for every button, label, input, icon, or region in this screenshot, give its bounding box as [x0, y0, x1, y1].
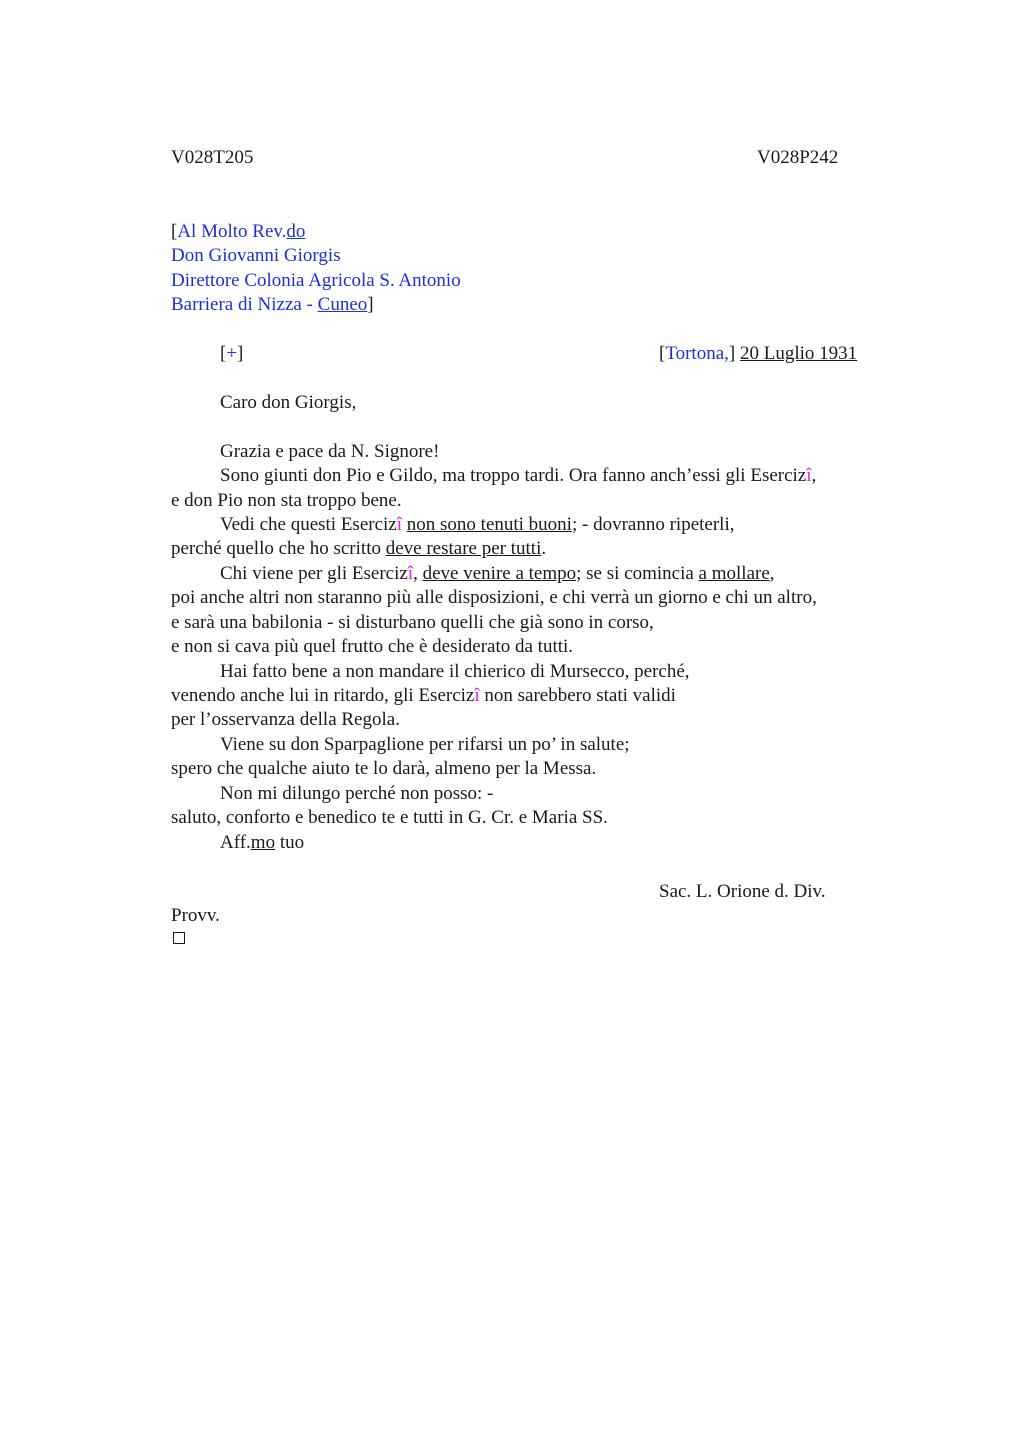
body-line-3: e don Pio non sta troppo bene.: [171, 490, 402, 511]
body-line-7: poi anche altri non staranno più alle disposizioni, e chi verrà un giorno e chi un altro,: [171, 587, 817, 608]
closing-tuo: tuo: [275, 832, 305, 853]
circumflex-accent: î: [806, 465, 812, 486]
body-line-5-start: perché quello che ho scritto: [171, 538, 386, 559]
body-line-12: per l’osservanza della Regola.: [171, 709, 400, 730]
body-line-6-emphasis-1: deve venire a tempo: [422, 563, 577, 584]
dateline-place: Tortona,: [665, 343, 729, 364]
signature-line-2: Provv.: [171, 905, 220, 926]
body-line-1: Grazia e pace da N. Signore!: [220, 441, 440, 462]
body-line-4-end: ; - dovranno ripeterli,: [571, 514, 735, 535]
body-line-4-emphasis: non sono tenuti buoni: [406, 514, 572, 535]
body-line-6-middle: ; se si comincia: [576, 563, 699, 584]
body-line-6-start: Chi viene per gli Esercizî: [220, 563, 414, 584]
address-line-2: Don Giovanni Giorgis: [171, 245, 341, 266]
address-honorific: Al Molto Rev.: [177, 221, 287, 242]
body-line-16: saluto, conforto e benedico te e tutti in G. Cr. e Maria SS.: [171, 807, 608, 828]
closing-aff: Aff.: [220, 832, 251, 853]
body-line-13: Viene su don Sparpaglione per rifarsi un po’ in salute;: [220, 734, 630, 755]
dateline-cross: [+]: [220, 343, 244, 364]
salutation: Caro don Giorgis,: [220, 392, 357, 413]
address-city: Cuneo: [317, 294, 368, 315]
closing-line: [220, 831, 304, 855]
body-line-8: e sarà una babilonia - si disturbano quelli che già sono in corso,: [171, 612, 654, 633]
body-line-11: [171, 684, 676, 708]
body-line-11-end: non sarebbero stati validi: [479, 685, 676, 706]
address-locality: Barriera di Nizza -: [171, 294, 318, 315]
checkbox-square-icon: [173, 932, 185, 944]
body-line-6-comma: ,: [413, 563, 423, 584]
closing-sup: mo: [250, 832, 276, 853]
body-line-14: spero che qualche aiuto te lo darà, almeno per la Messa.: [171, 758, 597, 779]
body-line-5-end: .: [541, 538, 547, 559]
body-line-5-emphasis: deve restare per tutti: [385, 538, 542, 559]
body-line-15: Non mi dilungo perché non posso: -: [220, 783, 494, 804]
body-line-5: [171, 537, 546, 561]
address-line-4: Barriera di Nizza - Cuneo]: [171, 294, 374, 315]
circumflex-accent: î: [396, 514, 403, 535]
address-line-3: Direttore Colonia Agricola S. Antonio: [171, 270, 461, 291]
dateline-date: 20 Luglio 1931: [739, 343, 858, 364]
body-line-2-text: Sono giunti don Pio e Gildo, ma troppo tardi. Ora fanno anch’essi gli Esercizî: [220, 465, 812, 486]
body-line-6: [220, 562, 775, 586]
circumflex-accent: î: [407, 563, 414, 584]
document-code-left: V028T205: [171, 147, 254, 168]
circumflex-accent: î: [474, 685, 480, 706]
body-line-2-end: ,: [811, 465, 817, 486]
dateline: [Tortona,] 20 Luglio 1931: [659, 343, 858, 364]
body-line-4: [220, 513, 734, 537]
body-line-4-start: Vedi che questi Esercizî: [220, 514, 403, 535]
body-line-11-start: venendo anche lui in ritardo, gli Esercizî: [171, 685, 480, 706]
signature-line-1: Sac. L. Orione d. Div.: [659, 881, 826, 902]
body-line-6-emphasis-2: a mollare: [698, 563, 770, 584]
address-line-1: [Al Molto Rev.do: [171, 221, 306, 242]
document-code-right: V028P242: [757, 147, 839, 168]
body-line-2: [220, 464, 816, 488]
body-line-9: e non si cava più quel frutto che è desiderato da tutti.: [171, 636, 574, 657]
body-line-10: Hai fatto bene a non mandare il chierico di Mursecco, perché,: [220, 661, 690, 682]
body-line-6-end: ,: [769, 563, 775, 584]
address-honorific-sup: do: [286, 221, 306, 242]
cross-mark: +: [226, 343, 238, 364]
